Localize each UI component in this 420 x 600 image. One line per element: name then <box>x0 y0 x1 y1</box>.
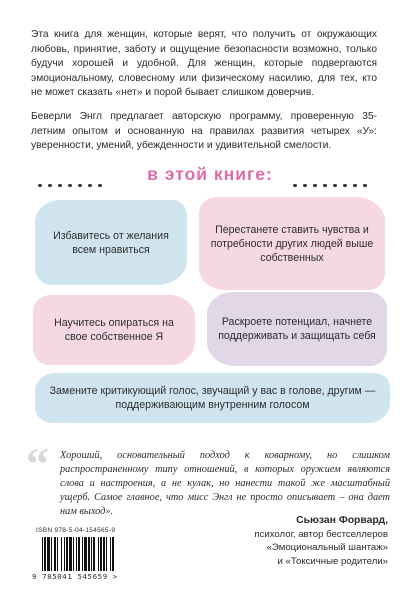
benefit-card-3 <box>33 295 195 365</box>
review-quote: Хороший, основательный подход к коварному, но слишком распространенному типу отношений, в которых оружием являются слова и настроения, а не кулак, но нанести такой же масштабный ущерб. Самое главное, что мисс Энгл не просто описывает – она дает нам выход». <box>60 450 390 517</box>
benefit-card-4 <box>207 292 387 366</box>
barcode <box>32 525 146 583</box>
attribution-line-2: «Эмоциональный шантаж» <box>266 542 388 554</box>
barcode-bars-icon <box>42 537 142 571</box>
quote-attribution <box>168 514 388 568</box>
attribution-line-1: психолог, автор бестселлеров <box>254 529 388 541</box>
section-title: в этой книге: <box>147 164 273 184</box>
quote-mark-icon: “ <box>26 438 49 489</box>
benefit-card-text: Перестанете ставить чувства и потребности других людей выше собственных <box>210 223 374 264</box>
benefit-card-text: Научитесь опираться на свое собственное Я <box>54 317 174 343</box>
intro-paragraph-1: Эта книга для женщин, которые верят, что получить от окружающих любовь, принятие, заботу и ощущение безопасности возможно, только будучи хорошей и удобной. Для женщин, которые подвергаются эмоциональному, словесному или физическому насилию, для тех, кто не может сказать «нет» и порой бывает слишком доверчив. <box>31 29 377 99</box>
benefit-card-text: Замените критикующий голос, звучащий у вас в голове, другим — поддерживающим внутренним голосом <box>49 385 376 411</box>
isbn-label: ISBN 978-5-04-154565-9 <box>36 527 116 534</box>
attribution-line-3: и «Токсичные родители» <box>277 555 388 567</box>
decorative-dots-right <box>293 174 373 178</box>
section-header <box>0 164 420 188</box>
benefit-card-5 <box>35 373 390 423</box>
benefit-card-text: Раскроете потенциал, начнете поддерживать и защищать себя <box>218 316 376 342</box>
benefit-card-text: Избавитесь от желания всем нравиться <box>53 229 169 256</box>
barcode-number: 9 785041 545659 > <box>32 572 118 581</box>
attribution-name: Сьюзан Форвард, <box>296 515 388 526</box>
benefit-card-1 <box>35 200 187 285</box>
intro-paragraph-2: Беверли Энгл предлагает авторскую программу, проверенную 35-летним опытом и основанную на правилах развития четырех «У»: уверенности, умений, убежденности и удивительной смелости. <box>31 110 377 152</box>
intro-text <box>31 28 377 163</box>
benefit-card-2 <box>199 197 385 290</box>
